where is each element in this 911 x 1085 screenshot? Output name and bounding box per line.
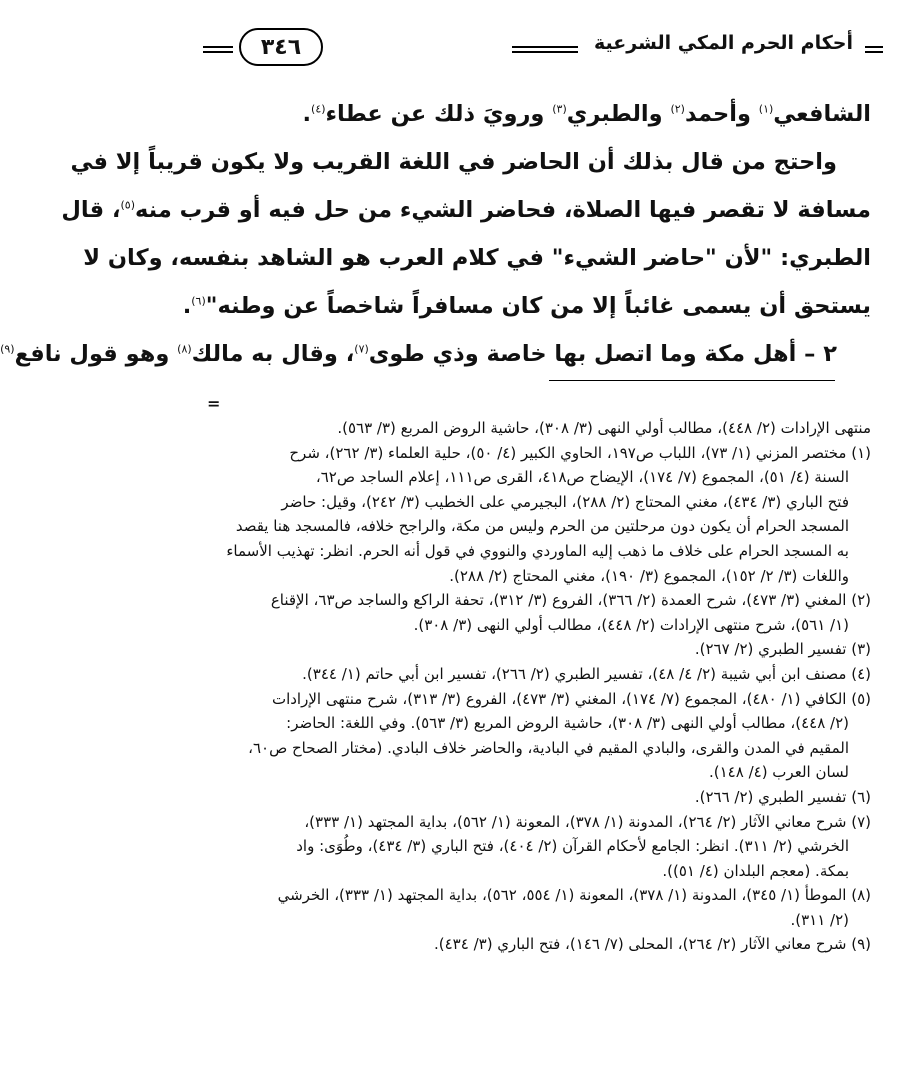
- paragraph-line: يستحق أن يسمى غائباً إلا من كان مسافراً شاخصاً عن وطنه"$^{(٦)}$.: [182, 293, 871, 319]
- footnote-ref: (٨): [177, 342, 192, 356]
- footnote-ref: (١): [758, 102, 774, 116]
- footnote-line: (٩) شرح معاني الآثار (٢/ ٢٦٤)، المحلى (٧/ ١٤٦)، فتح الباري (٣/ ٤٣٤).: [434, 935, 871, 954]
- page-number: ٣٤٦: [239, 28, 323, 66]
- footnotes: [207, 416, 871, 957]
- footnote-line: (٤) مصنف ابن أبي شيبة (٢/ ٤/ ٤٨)، تفسير الطبري (٢/ ٢٦٦)، تفسير ابن أبي حاتم (١/ ٣٤٤).: [302, 664, 871, 683]
- footnote-line: لسان العرب (٤/ ١٤٨).: [709, 763, 849, 782]
- footnote-ref: (٦): [191, 294, 206, 308]
- footnote-line: (١/ ٥٦١)، شرح منتهى الإرادات (٢/ ٤٤٨)، مطالب أولي النهى (٣/ ٣٠٨).: [413, 615, 849, 634]
- footnote-line: المقيم في المدن والقرى، والبادي المقيم في البادية، والحاضر خلاف البادي. (مختار الصحاح ص٦٠،: [248, 738, 849, 757]
- paragraph-line: الطبري: "لأن "حاضر الشيء" في كلام العرب هو الشاهد بنفسه، وكان لا: [83, 245, 871, 271]
- running-title: أحكام الحرم المكي الشرعية: [594, 32, 853, 54]
- header-rule-right: [865, 46, 883, 53]
- paragraph-line: واحتج من قال بذلك أن الحاضر في اللغة القريب ولا يكون قريباً إلا في: [70, 149, 837, 175]
- footnote-line: واللغات (٣/ ٢/ ١٥٢)، المجموع (٣/ ١٩٠)، مغني المحتاج (٢/ ٢٨٨).: [449, 566, 849, 585]
- header-rule-middle: [512, 46, 578, 53]
- footnote-ref: (٥): [120, 198, 136, 212]
- paragraph-line: مسافة لا تقصر فيها الصلاة، فحاضر الشيء من حل فيه أو قرب منه$^{(٥)}$، قال: [61, 197, 871, 223]
- footnote-ref: (٩): [0, 342, 15, 356]
- footnote-line: به المسجد الحرام على خلاف ما ذهب إليه الماوردي والنووي في قول أنه الحرم. انظر: تهذيب الأسماء: [226, 541, 849, 560]
- footnote-line: (٣) تفسير الطبري (٢/ ٢٦٧).: [694, 640, 871, 659]
- continuation-mark: =: [207, 394, 221, 413]
- footnote-line: (٢/ ٣١١).: [790, 910, 849, 929]
- footnote-line: الخرشي (٢/ ٣١١). انظر: الجامع لأحكام القرآن (٢/ ٤٠٤)، فتح الباري (٣/ ٤٣٤)، وطُوَى: واد: [296, 837, 849, 856]
- header-rule-left: [203, 46, 233, 53]
- footnote-line: (٥) الكافي (١/ ٤٨٠)، المجموع (٧/ ١٧٤)، المغني (٣/ ٤٧٣)، الفروع (٣/ ٣١٣)، شرح منتهى الإرادات: [271, 689, 871, 708]
- footnote-line: (١) مختصر المزني (١/ ٧٣)، اللباب ص١٩٧، الحاوي الكبير (٤/ ٥٠)، حلية العلماء (٣/ ٢٦٢)، شرح: [289, 443, 871, 462]
- footnote-line: (٢/ ٤٤٨)، مطالب أولي النهى (٣/ ٣٠٨)، حاشية الروض المربع (٣/ ٥٦٣). وفي اللغة: الحاضر:: [286, 714, 849, 733]
- footnote-line: منتهى الإرادات (٢/ ٤٤٨)، مطالب أولي النهى (٣/ ٣٠٨)، حاشية الروض المربع (٣/ ٥٦٣).: [337, 419, 871, 437]
- footnote-line: بمكة. (معجم البلدان (٤/ ٥١)).: [662, 861, 849, 880]
- footnote-line: (٧) شرح معاني الآثار (٢/ ٢٦٤)، المدونة (١/ ٣٧٨)، المعونة (١/ ٥٦٢)، بداية المجتهد (١/ ٣٣٣)،: [304, 812, 871, 831]
- footnote-line: فتح الباري (٣/ ٤٣٤)، مغني المحتاج (٢/ ٢٨٨)، البجيرمي على الخطيب (٣/ ٢٤٢)، وقيل: حاضر: [281, 492, 849, 511]
- footnote-ref: (٣): [552, 102, 567, 116]
- paragraph-line: ٢ – أهل مكة وما اتصل بها خاصة وذي طوى$^{(٧)}$، وقال به مالك$^{(٨)}$ وهو قول نافع$^{(٩)}$: [0, 341, 837, 367]
- footnote-line: السنة (٤/ ٥١)، المجموع (٧/ ١٧٤)، الإيضاح ص٤١٨، القرى ص١١١، إعلام الساجد ص٦٢،: [315, 468, 849, 487]
- main-text: [0, 90, 871, 378]
- footnote-line: (٦) تفسير الطبري (٢/ ٢٦٦).: [694, 787, 871, 806]
- footnote-ref: (٢): [670, 102, 685, 116]
- page-header: [203, 26, 883, 70]
- footnote-line: (٢) المغني (٣/ ٤٧٣)، شرح العمدة (٢/ ٣٦٦)، الفروع (٣/ ٣١٢)، تحفة الراكع والساجد ص٦٣، الإقناع: [270, 591, 871, 610]
- paragraph-line: الشافعي$^{(١)}$ وأحمد$^{(٢)}$ والطبري$^{(٣)}$ ورويَ ذلك عن عطاء$^{(٤)}$.: [302, 101, 871, 127]
- footnote-separator: [549, 380, 835, 381]
- footnote-line: (٨) الموطأ (١/ ٣٤٥)، المدونة (١/ ٣٧٨)، المعونة (١/ ٥٥٤، ٥٦٢)، بداية المجتهد (١/ ٣٣٣)، الخرشي: [277, 886, 871, 905]
- footnote-ref: (٧): [354, 342, 369, 356]
- footnote-ref: (٤): [311, 102, 326, 116]
- footnote-line: المسجد الحرام أن يكون دون مرحلتين من الحرم وليس من مكة، والراجح خلافه، فالمسجد هنا يقصد: [235, 517, 849, 536]
